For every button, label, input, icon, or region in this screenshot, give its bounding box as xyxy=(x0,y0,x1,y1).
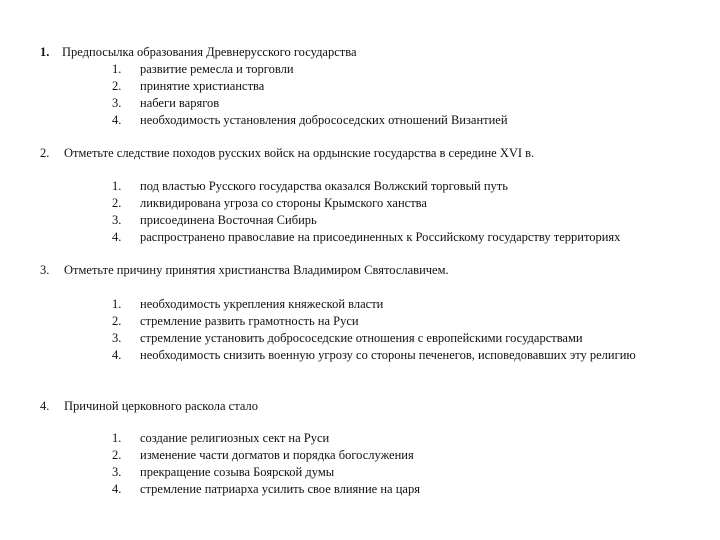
option-number: 4. xyxy=(112,230,122,244)
option-text: развитие ремесла и торговли xyxy=(140,62,294,76)
question-number: 3. xyxy=(40,263,50,277)
option-text: под властью Русского государства оказался Волжский торговый путь xyxy=(140,179,508,193)
option-number: 1. xyxy=(112,431,122,445)
option-text: ликвидирована угроза со стороны Крымского ханства xyxy=(140,196,427,210)
option-number: 1. xyxy=(112,179,122,193)
option-number: 3. xyxy=(112,213,122,227)
question-4 xyxy=(40,398,258,415)
option-number: 2. xyxy=(112,79,122,93)
question-1 xyxy=(40,44,357,61)
question-number: 4. xyxy=(40,399,50,413)
option-text: набеги варягов xyxy=(140,96,220,110)
option-text: стремление установить добрососедские отношения с европейскими государствами xyxy=(140,331,583,345)
option-text: присоединена Восточная Сибирь xyxy=(140,213,317,227)
option-text: создание религиозных сект на Руси xyxy=(140,431,330,445)
option-text: изменение части догматов и порядка богослужения xyxy=(140,448,414,462)
option-number: 2. xyxy=(112,314,122,328)
option-text: принятие христианства xyxy=(140,79,265,93)
option-text: необходимость установления добрососедских отношений Византией xyxy=(140,113,508,127)
option-text: необходимость укрепления княжеской власти xyxy=(140,297,384,311)
option-text: стремление развить грамотность на Руси xyxy=(140,314,359,328)
question-3 xyxy=(40,262,449,279)
question-2 xyxy=(40,145,534,162)
option-number: 3. xyxy=(112,465,122,479)
option-text: необходимость снизить военную угрозу со стороны печенегов, исповедовавших эту религию xyxy=(140,348,636,362)
option-number: 4. xyxy=(112,113,122,127)
question-text: Отметьте следствие походов русских войск на ордынские государства в середине XVI в. xyxy=(64,146,535,160)
question-text: Отметьте причину принятия христианства Владимиром Святославичем. xyxy=(64,263,449,277)
option-number: 3. xyxy=(112,96,122,110)
option-text: прекращение созыва Боярской думы xyxy=(140,465,335,479)
option-number: 2. xyxy=(112,196,122,210)
option-number: 1. xyxy=(112,62,122,76)
option-number: 4. xyxy=(112,482,122,496)
question-text: Предпосылка образования Древнерусского государства xyxy=(62,45,357,59)
option-text: стремление патриарха усилить свое влияние на царя xyxy=(140,482,420,496)
question-number: 1. xyxy=(40,45,50,59)
option-text: распространено православие на присоединенных к Российскому государству территориях xyxy=(140,230,621,244)
option-number: 1. xyxy=(112,297,122,311)
option-number: 2. xyxy=(112,448,122,462)
question-text: Причиной церковного раскола стало xyxy=(64,399,258,413)
question-number: 2. xyxy=(40,146,50,160)
option-number: 3. xyxy=(112,331,122,345)
option-number: 4. xyxy=(112,348,122,362)
